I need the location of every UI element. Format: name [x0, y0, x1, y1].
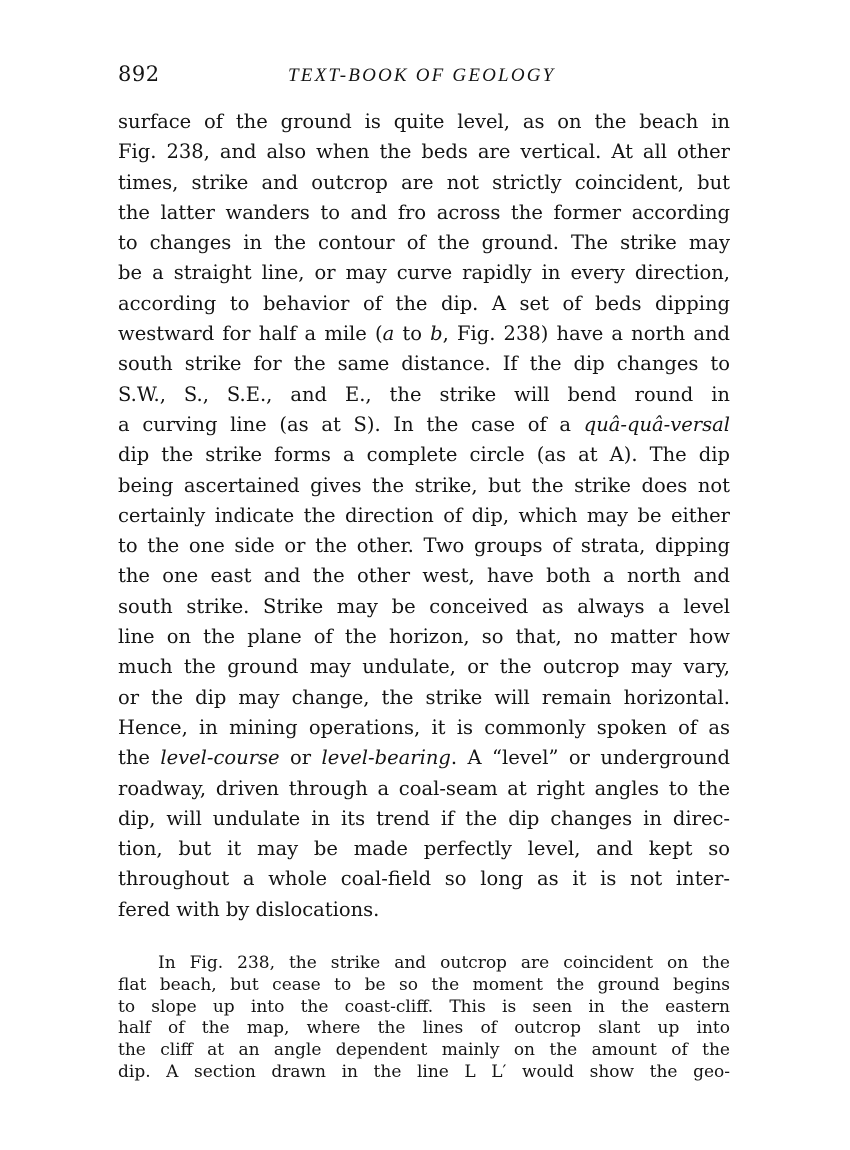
text-line: times, strike and outcrop are not strictly coincident, but	[118, 170, 730, 194]
running-head: TEXT-BOOK OF GEOLOGY	[288, 65, 556, 86]
text-line	[118, 319, 730, 349]
text-line: south strike. Strike may be conceived as always a level	[118, 594, 730, 618]
text-line	[118, 410, 730, 440]
text-line: tion, but it may be made perfectly level, and kept so	[118, 837, 730, 861]
text-line: certainly indicate the direction of dip, which may be either	[118, 503, 730, 527]
text-line: S.W., S., S.E., and E., the strike will bend round in	[118, 382, 730, 406]
note-line: flat beach, but cease to be so the moment the ground begins	[118, 974, 730, 995]
page-header	[118, 62, 730, 92]
text-line: the latter wanders to and fro across the former according	[118, 200, 730, 224]
main-text	[118, 107, 730, 925]
text-line: south strike for the same distance. If the dip changes to	[118, 352, 730, 376]
text-line: Fig. 238, and also when the beds are vertical. At all other	[118, 140, 730, 164]
text-line: dip the strike forms a complete circle (as at A). The dip	[118, 443, 730, 467]
text-line: dip, will undulate in its trend if the dip changes in direc-	[118, 806, 730, 830]
text-segment: or	[279, 746, 322, 770]
text-segment: to	[394, 322, 431, 346]
text-line: roadway, driven through a coal-seam at right angles to the	[118, 776, 730, 800]
text-line: or the dip may change, the strike will remain horizontal.	[118, 685, 730, 709]
note-line: half of the map, where the lines of outcrop slant up into	[118, 1018, 730, 1039]
italic-term: level-bearing	[321, 746, 451, 770]
text-segment: . A “level” or underground	[450, 746, 730, 770]
italic-term: level-course	[160, 746, 280, 770]
page-number: 892	[118, 62, 160, 86]
text-line: surface of the ground is quite level, as on the beach in	[118, 110, 730, 133]
note-line: the cliff at an angle dependent mainly on the amount of the	[118, 1040, 730, 1061]
text-line	[118, 743, 730, 773]
text-line: Hence, in mining operations, it is commonly spoken of as	[118, 715, 730, 739]
text-line: to changes in the contour of the ground. The strike may	[118, 231, 730, 255]
note-line: dip. A section drawn in the line L L′ would show the geo-	[118, 1061, 730, 1082]
text-segment: a curving line (as at S). In the case of a	[118, 412, 584, 436]
italic-term: a	[382, 322, 395, 346]
text-segment: , Fig. 238) have a north and	[442, 322, 730, 346]
note-line: In Fig. 238, the strike and outcrop are coincident on the	[158, 953, 730, 973]
text-line: to the one side or the other. Two groups of strata, dipping	[118, 534, 730, 558]
italic-term: quâ-quâ-versal	[583, 412, 730, 436]
text-line: much the ground may undulate, or the outcrop may vary,	[118, 655, 730, 679]
text-line: throughout a whole coal-field so long as it is not inter-	[118, 867, 730, 891]
note-line: to slope up into the coast-cliff. This is seen in the eastern	[118, 996, 730, 1017]
text-segment: westward for half a mile (	[118, 322, 383, 346]
text-line: line on the plane of the horizon, so that, no matter how	[118, 625, 730, 649]
text-line: being ascertained gives the strike, but the strike does not	[118, 473, 730, 497]
italic-term: b	[430, 322, 443, 346]
text-line: the one east and the other west, have both a north and	[118, 564, 730, 588]
text-line: fered with by dislocations.	[118, 897, 380, 921]
text-line: according to behavior of the dip. A set of beds dipping	[118, 291, 730, 315]
text-line: be a straight line, or may curve rapidly in every direction,	[118, 261, 730, 285]
text-segment: the	[118, 746, 161, 770]
figure-note	[118, 953, 730, 1084]
